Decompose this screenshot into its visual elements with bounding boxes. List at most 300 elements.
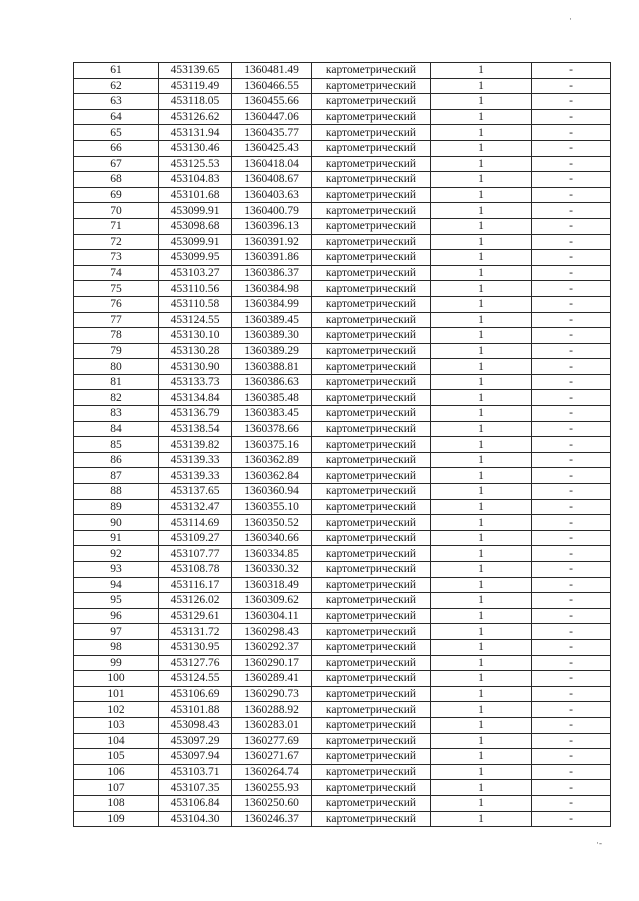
- cell-x-coordinate: 453133.73: [159, 374, 232, 390]
- table-row: [74, 312, 611, 328]
- cell-method: картометрический: [312, 140, 431, 156]
- cell-y-coordinate: 1360391.92: [232, 234, 312, 250]
- cell-method: картометрический: [312, 109, 431, 125]
- cell-y-coordinate: 1360271.67: [232, 749, 312, 765]
- cell-x-coordinate: 453099.91: [159, 203, 232, 219]
- table-row: [74, 546, 611, 562]
- cell-y-coordinate: 1360340.66: [232, 530, 312, 546]
- cell-accuracy: 1: [431, 764, 532, 780]
- cell-y-coordinate: 1360389.30: [232, 328, 312, 344]
- cell-point-number: 75: [74, 281, 159, 297]
- cell-method: картометрический: [312, 780, 431, 796]
- cell-method: картометрический: [312, 374, 431, 390]
- cell-point-number: 66: [74, 140, 159, 156]
- cell-point-number: 80: [74, 359, 159, 375]
- cell-method: картометрический: [312, 452, 431, 468]
- cell-accuracy: 1: [431, 156, 532, 172]
- cell-note: -: [532, 421, 611, 437]
- cell-y-coordinate: 1360408.67: [232, 172, 312, 188]
- cell-point-number: 71: [74, 218, 159, 234]
- cell-accuracy: 1: [431, 265, 532, 281]
- cell-accuracy: 1: [431, 172, 532, 188]
- cell-accuracy: 1: [431, 328, 532, 344]
- cell-note: -: [532, 562, 611, 578]
- cell-method: картометрический: [312, 749, 431, 765]
- cell-x-coordinate: 453124.55: [159, 312, 232, 328]
- cell-method: картометрический: [312, 343, 431, 359]
- cell-point-number: 102: [74, 702, 159, 718]
- table-row: [74, 530, 611, 546]
- cell-note: -: [532, 312, 611, 328]
- table-row: [74, 795, 611, 811]
- cell-method: картометрический: [312, 390, 431, 406]
- cell-point-number: 99: [74, 655, 159, 671]
- cell-x-coordinate: 453104.83: [159, 172, 232, 188]
- cell-x-coordinate: 453129.61: [159, 608, 232, 624]
- cell-accuracy: 1: [431, 281, 532, 297]
- cell-y-coordinate: 1360330.32: [232, 562, 312, 578]
- table-row: [74, 655, 611, 671]
- cell-accuracy: 1: [431, 125, 532, 141]
- cell-method: картометрический: [312, 717, 431, 733]
- cell-accuracy: 1: [431, 312, 532, 328]
- cell-accuracy: 1: [431, 530, 532, 546]
- table-row: [74, 218, 611, 234]
- cell-point-number: 105: [74, 749, 159, 765]
- table-row: [74, 811, 611, 827]
- cell-method: картометрический: [312, 655, 431, 671]
- cell-accuracy: 1: [431, 296, 532, 312]
- cell-method: картометрический: [312, 764, 431, 780]
- cell-method: картометрический: [312, 94, 431, 110]
- cell-y-coordinate: 1360289.41: [232, 671, 312, 687]
- cell-x-coordinate: 453138.54: [159, 421, 232, 437]
- cell-y-coordinate: 1360385.48: [232, 390, 312, 406]
- cell-method: картометрический: [312, 639, 431, 655]
- cell-method: картометрический: [312, 125, 431, 141]
- cell-note: -: [532, 515, 611, 531]
- cell-x-coordinate: 453132.47: [159, 499, 232, 515]
- cell-method: картометрический: [312, 312, 431, 328]
- cell-y-coordinate: 1360391.86: [232, 250, 312, 266]
- cell-accuracy: 1: [431, 780, 532, 796]
- cell-point-number: 83: [74, 406, 159, 422]
- cell-y-coordinate: 1360375.16: [232, 437, 312, 453]
- table-row: [74, 203, 611, 219]
- table-row: [74, 608, 611, 624]
- cell-point-number: 63: [74, 94, 159, 110]
- cell-accuracy: 1: [431, 78, 532, 94]
- cell-note: -: [532, 203, 611, 219]
- cell-y-coordinate: 1360386.37: [232, 265, 312, 281]
- table-row: [74, 125, 611, 141]
- cell-y-coordinate: 1360418.04: [232, 156, 312, 172]
- cell-x-coordinate: 453098.68: [159, 218, 232, 234]
- cell-note: -: [532, 406, 611, 422]
- cell-x-coordinate: 453099.91: [159, 234, 232, 250]
- cell-y-coordinate: 1360264.74: [232, 764, 312, 780]
- table-row: [74, 764, 611, 780]
- table-row: [74, 671, 611, 687]
- cell-note: -: [532, 593, 611, 609]
- cell-note: -: [532, 359, 611, 375]
- cell-method: картометрический: [312, 608, 431, 624]
- cell-note: -: [532, 702, 611, 718]
- cell-accuracy: 1: [431, 437, 532, 453]
- cell-x-coordinate: 453137.65: [159, 484, 232, 500]
- cell-note: -: [532, 749, 611, 765]
- cell-point-number: 62: [74, 78, 159, 94]
- cell-method: картометрический: [312, 530, 431, 546]
- cell-note: -: [532, 811, 611, 827]
- cell-x-coordinate: 453119.49: [159, 78, 232, 94]
- cell-method: картометрический: [312, 203, 431, 219]
- cell-note: -: [532, 437, 611, 453]
- cell-note: -: [532, 78, 611, 94]
- table-row: [74, 156, 611, 172]
- table-row: [74, 172, 611, 188]
- cell-method: картометрический: [312, 281, 431, 297]
- cell-method: картометрический: [312, 733, 431, 749]
- cell-note: -: [532, 452, 611, 468]
- cell-y-coordinate: 1360250.60: [232, 795, 312, 811]
- cell-method: картометрический: [312, 468, 431, 484]
- cell-y-coordinate: 1360425.43: [232, 140, 312, 156]
- cell-y-coordinate: 1360455.66: [232, 94, 312, 110]
- cell-note: -: [532, 156, 611, 172]
- cell-method: картометрический: [312, 421, 431, 437]
- cell-point-number: 81: [74, 374, 159, 390]
- cell-note: -: [532, 218, 611, 234]
- table-row: [74, 390, 611, 406]
- cell-point-number: 68: [74, 172, 159, 188]
- cell-accuracy: 1: [431, 562, 532, 578]
- cell-accuracy: 1: [431, 702, 532, 718]
- cell-point-number: 98: [74, 639, 159, 655]
- cell-note: -: [532, 63, 611, 79]
- table-row: [74, 733, 611, 749]
- cell-point-number: 103: [74, 717, 159, 733]
- cell-x-coordinate: 453099.95: [159, 250, 232, 266]
- cell-x-coordinate: 453139.65: [159, 63, 232, 79]
- cell-accuracy: 1: [431, 749, 532, 765]
- cell-y-coordinate: 1360386.63: [232, 374, 312, 390]
- cell-note: -: [532, 671, 611, 687]
- cell-accuracy: 1: [431, 203, 532, 219]
- cell-point-number: 93: [74, 562, 159, 578]
- table-row: [74, 328, 611, 344]
- cell-point-number: 86: [74, 452, 159, 468]
- cell-x-coordinate: 453131.72: [159, 624, 232, 640]
- table-row: [74, 359, 611, 375]
- cell-note: -: [532, 250, 611, 266]
- table-row: [74, 499, 611, 515]
- cell-x-coordinate: 453126.02: [159, 593, 232, 609]
- cell-y-coordinate: 1360298.43: [232, 624, 312, 640]
- table-row: [74, 702, 611, 718]
- cell-method: картометрический: [312, 265, 431, 281]
- cell-accuracy: 1: [431, 577, 532, 593]
- cell-accuracy: 1: [431, 109, 532, 125]
- cell-method: картометрический: [312, 499, 431, 515]
- cell-y-coordinate: 1360388.81: [232, 359, 312, 375]
- cell-point-number: 96: [74, 608, 159, 624]
- cell-method: картометрический: [312, 686, 431, 702]
- cell-method: картометрический: [312, 63, 431, 79]
- table-row: [74, 562, 611, 578]
- table-row: [74, 484, 611, 500]
- cell-note: -: [532, 328, 611, 344]
- cell-method: картометрический: [312, 546, 431, 562]
- cell-note: -: [532, 795, 611, 811]
- cell-accuracy: 1: [431, 406, 532, 422]
- table-row: [74, 577, 611, 593]
- cell-method: картометрический: [312, 172, 431, 188]
- cell-y-coordinate: 1360255.93: [232, 780, 312, 796]
- cell-method: картометрический: [312, 78, 431, 94]
- cell-point-number: 70: [74, 203, 159, 219]
- scan-mark: ·-: [596, 838, 602, 848]
- cell-y-coordinate: 1360396.13: [232, 218, 312, 234]
- cell-point-number: 65: [74, 125, 159, 141]
- cell-accuracy: 1: [431, 421, 532, 437]
- cell-note: -: [532, 125, 611, 141]
- cell-note: -: [532, 265, 611, 281]
- cell-x-coordinate: 453110.58: [159, 296, 232, 312]
- cell-accuracy: 1: [431, 593, 532, 609]
- cell-accuracy: 1: [431, 655, 532, 671]
- cell-x-coordinate: 453101.68: [159, 187, 232, 203]
- cell-note: -: [532, 296, 611, 312]
- table-row: [74, 717, 611, 733]
- table-row: [74, 343, 611, 359]
- cell-point-number: 104: [74, 733, 159, 749]
- cell-accuracy: 1: [431, 795, 532, 811]
- cell-method: картометрический: [312, 515, 431, 531]
- cell-accuracy: 1: [431, 484, 532, 500]
- cell-method: картометрический: [312, 296, 431, 312]
- cell-method: картометрический: [312, 484, 431, 500]
- cell-accuracy: 1: [431, 187, 532, 203]
- cell-y-coordinate: 1360466.55: [232, 78, 312, 94]
- cell-method: картометрический: [312, 218, 431, 234]
- cell-point-number: 67: [74, 156, 159, 172]
- cell-x-coordinate: 453139.33: [159, 452, 232, 468]
- cell-x-coordinate: 453125.53: [159, 156, 232, 172]
- cell-x-coordinate: 453130.10: [159, 328, 232, 344]
- cell-y-coordinate: 1360481.49: [232, 63, 312, 79]
- table-row: [74, 686, 611, 702]
- cell-point-number: 64: [74, 109, 159, 125]
- cell-accuracy: 1: [431, 546, 532, 562]
- cell-accuracy: 1: [431, 359, 532, 375]
- cell-note: -: [532, 733, 611, 749]
- cell-method: картометрический: [312, 156, 431, 172]
- cell-x-coordinate: 453134.84: [159, 390, 232, 406]
- cell-accuracy: 1: [431, 374, 532, 390]
- cell-note: -: [532, 172, 611, 188]
- table-row: [74, 593, 611, 609]
- cell-note: -: [532, 530, 611, 546]
- cell-point-number: 69: [74, 187, 159, 203]
- cell-note: -: [532, 374, 611, 390]
- cell-y-coordinate: 1360362.84: [232, 468, 312, 484]
- cell-note: -: [532, 343, 611, 359]
- cell-point-number: 95: [74, 593, 159, 609]
- cell-point-number: 107: [74, 780, 159, 796]
- cell-note: -: [532, 608, 611, 624]
- cell-x-coordinate: 453107.77: [159, 546, 232, 562]
- cell-note: -: [532, 94, 611, 110]
- cell-method: картометрический: [312, 187, 431, 203]
- cell-x-coordinate: 453127.76: [159, 655, 232, 671]
- cell-y-coordinate: 1360447.06: [232, 109, 312, 125]
- cell-note: -: [532, 109, 611, 125]
- cell-accuracy: 1: [431, 218, 532, 234]
- cell-note: -: [532, 764, 611, 780]
- cell-y-coordinate: 1360309.62: [232, 593, 312, 609]
- table-row: [74, 296, 611, 312]
- cell-y-coordinate: 1360304.11: [232, 608, 312, 624]
- cell-point-number: 84: [74, 421, 159, 437]
- cell-method: картометрический: [312, 577, 431, 593]
- cell-point-number: 106: [74, 764, 159, 780]
- cell-x-coordinate: 453098.43: [159, 717, 232, 733]
- cell-y-coordinate: 1360389.29: [232, 343, 312, 359]
- cell-x-coordinate: 453136.79: [159, 406, 232, 422]
- table-row: [74, 250, 611, 266]
- cell-method: картометрический: [312, 250, 431, 266]
- cell-note: -: [532, 484, 611, 500]
- cell-point-number: 85: [74, 437, 159, 453]
- cell-y-coordinate: 1360384.98: [232, 281, 312, 297]
- cell-note: -: [532, 655, 611, 671]
- table-row: [74, 234, 611, 250]
- cell-x-coordinate: 453097.29: [159, 733, 232, 749]
- cell-accuracy: 1: [431, 94, 532, 110]
- cell-y-coordinate: 1360292.37: [232, 639, 312, 655]
- cell-x-coordinate: 453106.84: [159, 795, 232, 811]
- cell-x-coordinate: 453109.27: [159, 530, 232, 546]
- cell-method: картометрический: [312, 795, 431, 811]
- table-row: [74, 94, 611, 110]
- cell-accuracy: 1: [431, 390, 532, 406]
- cell-y-coordinate: 1360400.79: [232, 203, 312, 219]
- cell-note: -: [532, 686, 611, 702]
- table-row: [74, 437, 611, 453]
- cell-y-coordinate: 1360290.73: [232, 686, 312, 702]
- cell-accuracy: 1: [431, 686, 532, 702]
- cell-accuracy: 1: [431, 717, 532, 733]
- cell-accuracy: 1: [431, 452, 532, 468]
- cell-y-coordinate: 1360383.45: [232, 406, 312, 422]
- cell-accuracy: 1: [431, 608, 532, 624]
- cell-accuracy: 1: [431, 63, 532, 79]
- cell-accuracy: 1: [431, 515, 532, 531]
- table-row: [74, 187, 611, 203]
- cell-x-coordinate: 453130.90: [159, 359, 232, 375]
- cell-note: -: [532, 639, 611, 655]
- cell-x-coordinate: 453116.17: [159, 577, 232, 593]
- cell-x-coordinate: 453114.69: [159, 515, 232, 531]
- table-row: [74, 749, 611, 765]
- cell-y-coordinate: 1360277.69: [232, 733, 312, 749]
- cell-accuracy: 1: [431, 639, 532, 655]
- cell-x-coordinate: 453130.28: [159, 343, 232, 359]
- cell-x-coordinate: 453108.78: [159, 562, 232, 578]
- table-row: [74, 265, 611, 281]
- cell-point-number: 109: [74, 811, 159, 827]
- cell-accuracy: 1: [431, 671, 532, 687]
- cell-method: картометрический: [312, 437, 431, 453]
- cell-y-coordinate: 1360318.49: [232, 577, 312, 593]
- coordinates-table: [73, 62, 611, 827]
- table-row: [74, 374, 611, 390]
- cell-point-number: 74: [74, 265, 159, 281]
- cell-point-number: 91: [74, 530, 159, 546]
- table-row: [74, 515, 611, 531]
- cell-x-coordinate: 453110.56: [159, 281, 232, 297]
- cell-accuracy: 1: [431, 343, 532, 359]
- cell-x-coordinate: 453101.88: [159, 702, 232, 718]
- table-row: [74, 406, 611, 422]
- table-row: [74, 140, 611, 156]
- cell-point-number: 90: [74, 515, 159, 531]
- cell-note: -: [532, 499, 611, 515]
- cell-point-number: 94: [74, 577, 159, 593]
- cell-x-coordinate: 453103.27: [159, 265, 232, 281]
- table-row: [74, 639, 611, 655]
- cell-y-coordinate: 1360290.17: [232, 655, 312, 671]
- cell-x-coordinate: 453139.33: [159, 468, 232, 484]
- table-row: [74, 109, 611, 125]
- cell-note: -: [532, 390, 611, 406]
- cell-method: картометрический: [312, 562, 431, 578]
- table-row: [74, 468, 611, 484]
- cell-note: -: [532, 140, 611, 156]
- cell-accuracy: 1: [431, 234, 532, 250]
- cell-note: -: [532, 780, 611, 796]
- cell-y-coordinate: 1360378.66: [232, 421, 312, 437]
- cell-y-coordinate: 1360435.77: [232, 125, 312, 141]
- cell-y-coordinate: 1360360.94: [232, 484, 312, 500]
- cell-y-coordinate: 1360246.37: [232, 811, 312, 827]
- cell-note: -: [532, 468, 611, 484]
- cell-method: картометрический: [312, 624, 431, 640]
- cell-point-number: 82: [74, 390, 159, 406]
- cell-point-number: 78: [74, 328, 159, 344]
- cell-accuracy: 1: [431, 499, 532, 515]
- cell-x-coordinate: 453131.94: [159, 125, 232, 141]
- cell-y-coordinate: 1360362.89: [232, 452, 312, 468]
- cell-x-coordinate: 453130.95: [159, 639, 232, 655]
- scan-mark: ·: [569, 14, 572, 24]
- cell-method: картометрический: [312, 328, 431, 344]
- cell-point-number: 73: [74, 250, 159, 266]
- cell-point-number: 76: [74, 296, 159, 312]
- cell-point-number: 97: [74, 624, 159, 640]
- cell-note: -: [532, 717, 611, 733]
- cell-note: -: [532, 234, 611, 250]
- cell-note: -: [532, 624, 611, 640]
- cell-y-coordinate: 1360334.85: [232, 546, 312, 562]
- cell-x-coordinate: 453107.35: [159, 780, 232, 796]
- cell-accuracy: 1: [431, 733, 532, 749]
- cell-x-coordinate: 453118.05: [159, 94, 232, 110]
- cell-point-number: 92: [74, 546, 159, 562]
- cell-point-number: 101: [74, 686, 159, 702]
- cell-point-number: 108: [74, 795, 159, 811]
